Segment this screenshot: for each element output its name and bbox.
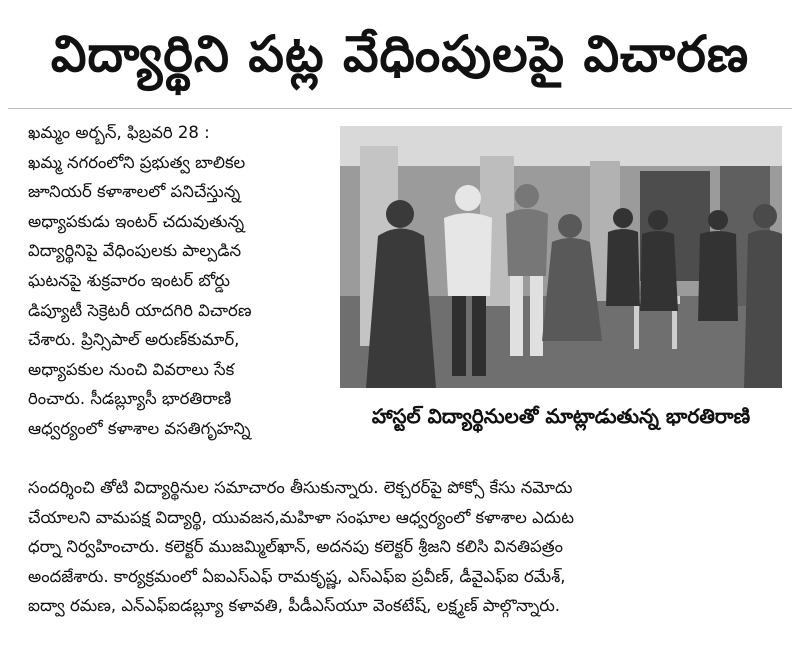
photo-caption: హాస్టల్‌ విద్యార్థినులతో మాట్లాడుతున్న భారతిరాణి xyxy=(371,404,751,428)
article-body-left-column xyxy=(28,118,333,444)
article-body-full-width xyxy=(28,473,783,621)
body-line: ఆధ్వర్యంలో కళాశాల వసతిగృహన్ని xyxy=(28,418,251,438)
body-line: జూనియర్‌ కళాశాలలో పనిచేస్తున్న xyxy=(28,182,241,202)
body-line: అధ్యాపకుడు ఇంటర్‌ చదువుతున్న xyxy=(28,211,245,231)
body-line: డిప్యూటీ సెక్రెటరీ యాదగిరి విచారణ xyxy=(28,300,252,320)
news-photo xyxy=(340,126,782,388)
body-line: సందర్శించి తోటి విద్యార్థినుల సమాచారం తీసుకున్నారు. లెక్చరర్‌పై పోక్సో కేసు నమోదు xyxy=(28,478,573,497)
headline-divider xyxy=(8,108,792,109)
body-line: చేశారు. ప్రిన్సిపాల్‌ అరుణ్‌కుమార్‌, xyxy=(28,330,240,350)
body-line: చేయాలని వామపక్ష విద్యార్థి, యువజన,మహిళా సంఘాల ఆధ్వర్యంలో కళాశాల ఎదుట xyxy=(28,507,574,527)
headline: విద్యార్థిని పట్ల వేధింపులపై విచారణ xyxy=(50,25,750,83)
body-line: అందజేశారు. కార్యక్రమంలో ఏఐఎస్‌ఎఫ్‌ రామకృష్ణ, ఎస్‌ఎఫ్‌ఐ ప్రవీణ్‌, డీవైఎఫ్‌ఐ రమేశ్‌, xyxy=(28,566,566,586)
body-line: ఐద్వా రమణ, ఎన్‌ఎఫ్‌ఐడబ్ల్యూ కళావతి, పీడీఎస్‌యూ వెంకటేష్‌, లక్ష్మణ్‌ పాల్గొన్నారు. xyxy=(28,596,561,616)
body-line: విద్యార్థినిపై వేధింపులకు పాల్పడిన xyxy=(28,241,242,261)
body-line: ఖమ్మం అర్బన్‌, ఫిబ్రవరి 28 : xyxy=(28,123,210,142)
body-line: ఘటనపై శుక్రవారం ఇంటర్‌ బోర్డు xyxy=(28,270,230,290)
body-line: అధ్యాపకుల నుంచి వివరాలు సేక xyxy=(28,359,235,379)
body-line: ధర్నా నిర్వహించారు. కలెక్టర్‌ ముజమ్మిల్‌ఖాన్‌, అదనపు కలెక్టర్‌ శ్రీజని కలిసి వినతిపత్రం xyxy=(28,537,563,557)
body-line: ఖమ్మ నగరంలోని ప్రభుత్వ బాలికల xyxy=(28,152,246,172)
body-line: రించారు. సీడబ్ల్యూసీ భారతిరాణి xyxy=(28,389,232,409)
